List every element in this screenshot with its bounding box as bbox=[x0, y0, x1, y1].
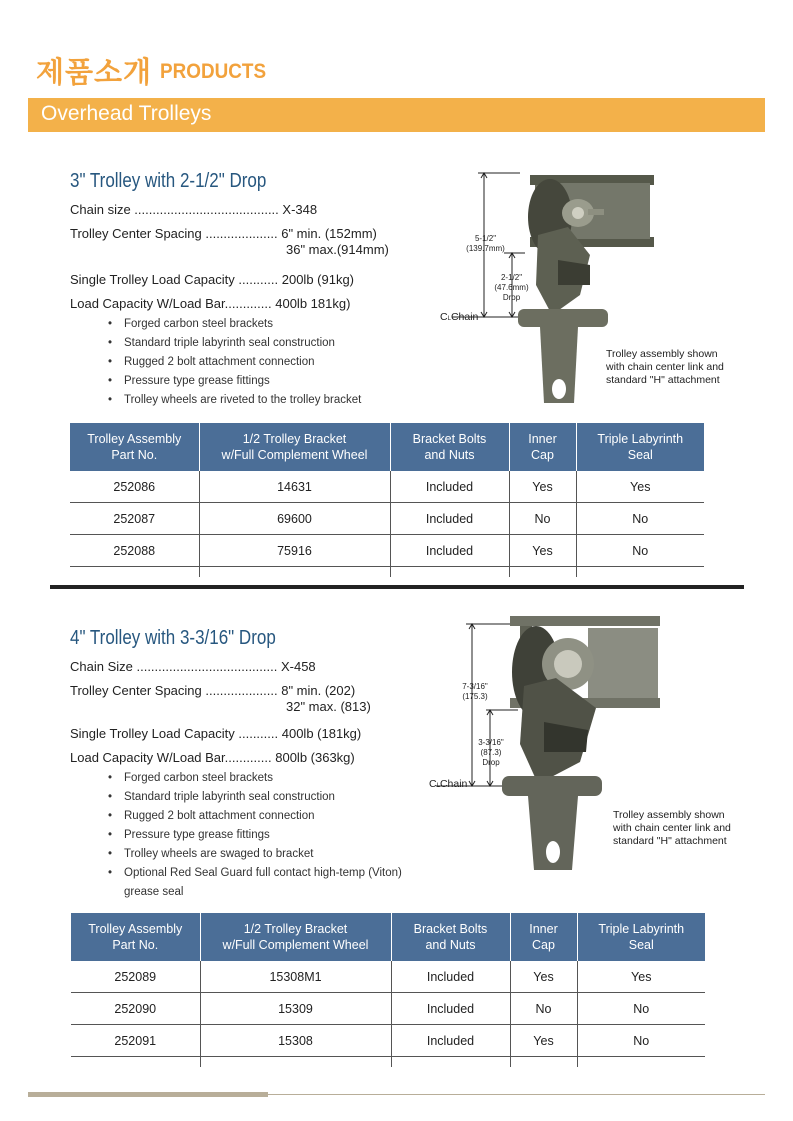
table-cell: Included bbox=[390, 503, 509, 535]
table-cell: Yes bbox=[576, 471, 704, 503]
banner-title: Overhead Trolleys bbox=[41, 102, 212, 125]
section2-parts-table bbox=[71, 913, 705, 1067]
table-row bbox=[70, 503, 704, 535]
table-cell: No bbox=[510, 993, 577, 1025]
column-header: Trolley Assembly Part No. bbox=[70, 423, 199, 471]
section-divider bbox=[50, 585, 744, 589]
list-item: • Standard triple labyrinth seal construction bbox=[70, 334, 361, 353]
header-title-korean: 제품소개 bbox=[36, 55, 153, 89]
spec-trolley-center-spacing-max: 32" max. (813) bbox=[286, 699, 371, 714]
drop-label: 2-1/2" (47.6mm) Drop bbox=[494, 273, 529, 302]
list-item: • Forged carbon steel brackets bbox=[70, 769, 402, 788]
spec-single-load: Single Trolley Load Capacity ........... 200lb (91kg) bbox=[70, 272, 355, 287]
list-item-continuation: grease seal bbox=[124, 886, 184, 898]
overall-height-label: 7-3/16" (175.3) bbox=[462, 682, 488, 701]
column-header: 1/2 Trolley Bracket w/Full Complement Wheel bbox=[199, 423, 390, 471]
table-row bbox=[71, 1025, 705, 1057]
spec-trolley-center-spacing: Trolley Center Spacing .................... 8" min. (202) bbox=[70, 683, 356, 698]
table-cell: Included bbox=[391, 961, 510, 993]
section1-feature-list bbox=[70, 315, 361, 410]
table-cell: 15309 bbox=[200, 993, 391, 1025]
footer-bar bbox=[28, 1092, 268, 1097]
table-cell: No bbox=[577, 1025, 705, 1057]
table-cell: 15308 bbox=[200, 1025, 391, 1057]
spec-chain-size: Chain Size ....................................... X-458 bbox=[70, 659, 316, 674]
column-header: Trolley Assembly Part No. bbox=[71, 913, 200, 961]
list-item: • Pressure type grease fittings bbox=[70, 826, 402, 845]
table-row bbox=[71, 993, 705, 1025]
spec-trolley-center-spacing: Trolley Center Spacing .................... 6" min. (152mm) bbox=[70, 226, 377, 241]
table-cell: Yes bbox=[577, 961, 705, 993]
list-item: • Rugged 2 bolt attachment connection bbox=[70, 807, 402, 826]
table-cell: Yes bbox=[510, 1025, 577, 1057]
table-cell: Included bbox=[391, 993, 510, 1025]
column-header: 1/2 Trolley Bracket w/Full Complement Wheel bbox=[200, 913, 391, 961]
table-cell: Included bbox=[390, 471, 509, 503]
column-header: Inner Cap bbox=[509, 423, 576, 471]
column-header: Triple Labyrinth Seal bbox=[576, 423, 704, 471]
list-item: • Rugged 2 bolt attachment connection bbox=[70, 353, 361, 372]
column-header: Bracket Bolts and Nuts bbox=[391, 913, 510, 961]
drop-label: 3-3/16" (87.3) Drop bbox=[478, 738, 504, 767]
table-header-row bbox=[71, 913, 705, 961]
table-cell: Included bbox=[391, 1025, 510, 1057]
overall-height-label: 5-1/2" (139.7mm) bbox=[466, 234, 505, 253]
table-cell: 252089 bbox=[71, 961, 200, 993]
table-cell: No bbox=[576, 503, 704, 535]
list-item: • Trolley wheels are riveted to the trolley bracket bbox=[70, 391, 361, 410]
diagram-caption: Trolley assembly shown with chain center link and standard "H" attachment bbox=[613, 809, 731, 847]
chain-centerline-label: CLChain bbox=[440, 311, 479, 323]
section2-title: 4" Trolley with 3-3/16" Drop bbox=[70, 627, 276, 649]
table-cell: 252086 bbox=[70, 471, 199, 503]
section2-feature-list bbox=[70, 769, 402, 883]
footer-line bbox=[268, 1094, 765, 1095]
table-cell: Yes bbox=[509, 535, 576, 567]
spec-single-load: Single Trolley Load Capacity ........... 400lb (181kg) bbox=[70, 726, 362, 741]
table-row bbox=[71, 961, 705, 993]
section1-parts-table bbox=[70, 423, 704, 577]
table-cell: 252091 bbox=[71, 1025, 200, 1057]
header-title-english: PRODUCTS bbox=[160, 60, 267, 83]
list-item: • Pressure type grease fittings bbox=[70, 372, 361, 391]
table-cell: No bbox=[576, 535, 704, 567]
section1-title: 3" Trolley with 2-1/2" Drop bbox=[70, 170, 267, 192]
table-cell: 14631 bbox=[199, 471, 390, 503]
table-row bbox=[70, 471, 704, 503]
column-header: Triple Labyrinth Seal bbox=[577, 913, 705, 961]
table-header-row bbox=[70, 423, 704, 471]
table-cell: 252090 bbox=[71, 993, 200, 1025]
diagram-caption: Trolley assembly shown with chain center link and standard "H" attachment bbox=[606, 348, 724, 386]
spec-chain-size: Chain size ........................................ X-348 bbox=[70, 202, 318, 217]
list-item: • Standard triple labyrinth seal construction bbox=[70, 788, 402, 807]
table-cell: Included bbox=[390, 535, 509, 567]
table-cell: No bbox=[577, 993, 705, 1025]
column-header: Bracket Bolts and Nuts bbox=[390, 423, 509, 471]
table-cell: Yes bbox=[510, 961, 577, 993]
spec-trolley-center-spacing-max: 36" max.(914mm) bbox=[286, 242, 389, 257]
table-cell: Yes bbox=[509, 471, 576, 503]
table-cell: 252087 bbox=[70, 503, 199, 535]
table-cell: No bbox=[509, 503, 576, 535]
table-cell: 75916 bbox=[199, 535, 390, 567]
table-cell: 15308M1 bbox=[200, 961, 391, 993]
list-item: • Trolley wheels are swaged to bracket bbox=[70, 845, 402, 864]
list-item: • Optional Red Seal Guard full contact high-temp (Viton) bbox=[70, 864, 402, 883]
chain-centerline-label: CLChain bbox=[429, 778, 468, 790]
table-cell: 69600 bbox=[199, 503, 390, 535]
spec-load-bar: Load Capacity W/Load Bar............. 800lb (363kg) bbox=[70, 750, 355, 765]
table-cell: 252088 bbox=[70, 535, 199, 567]
column-header: Inner Cap bbox=[510, 913, 577, 961]
table-row bbox=[70, 535, 704, 567]
list-item: • Forged carbon steel brackets bbox=[70, 315, 361, 334]
spec-load-bar: Load Capacity W/Load Bar............. 400lb 181kg) bbox=[70, 296, 351, 311]
